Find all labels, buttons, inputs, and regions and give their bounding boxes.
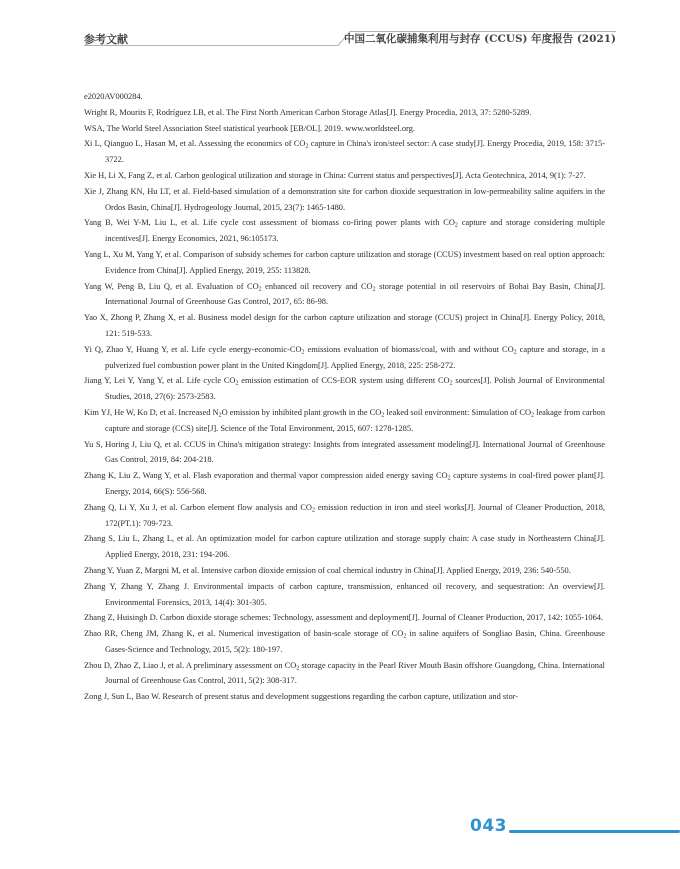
reference-entry: Zhang Q, Li Y, Xu J, et al. Carbon element flow analysis and $CO_2$ emission reduction in iron and steel works[J]. Journal of Cleaner Production, 2018, 172(PT.1): 709-723. (84, 502, 605, 528)
reference-entry: WSA, The World Steel Association Steel statistical yearbook [EB/OL]. 2019. www.worldsteel.org. (84, 123, 415, 133)
page-footer (0, 812, 680, 842)
reference-entry: Kim YJ, He W, Ko D, et al. Increased $N_2O$ emission by inhibited plant growth in the $CO_2$ leaked soil environment: Simulation of $CO_2$ leakage from carbon capture and storage (CCS) site[J]. Science of the Total Environment, 2015, 607: 1278-1285. (84, 407, 606, 433)
reference-entry: Zhang Y, Zhang Y, Zhang J. Environmental impacts of carbon capture, transmission, enhanced oil recovery, and sequestration: An overview[J]. Environmental Forensics, 2013, 14(4): 301-305. (84, 581, 605, 607)
reference-entry: Zhang S, Liu L, Zhang L, et al. An optimization model for carbon capture utilization and storage supply chain: A case study in Northeastern China[J]. Applied Energy, 2018, 231: 194-206. (84, 534, 605, 560)
reference-entry: Zhang Y, Yuan Z, Margni M, et al. Intensive carbon dioxide emission of coal chemical industry in China[J]. Applied Energy, 2019, 236: 540-550. (84, 565, 571, 575)
reference-entry: Zhou D, Zhao Z, Liao J, et al. A preliminary assessment on $CO_2$ storage capacity in the Pearl River Mouth Basin offshore Guangdong, China. International Journal of Greenhouse Gas Control, 2011, 5(2): 308-317. (84, 660, 605, 686)
reference-entry: Yao X, Zhong P, Zhang X, et al. Business model design for the carbon capture utilization and storage (CCUS) project in China[J]. Energy Policy, 2018, 121: 519-533. (84, 313, 605, 338)
section-label: 参考文献 (84, 33, 128, 46)
reference-entry: Zhang K, Liu Z, Wang Y, et al. Flash evaporation and thermal vapor compression aided energy saving $CO_2$ capture systems in coal-fired power plant[J]. Energy, 2014, 66(S): 556-568. (84, 471, 605, 496)
page-number: 043 (470, 816, 507, 836)
reference-entry: Yang L, Xu M, Yang Y, et al. Comparison of subsidy schemes for carbon capture utilization and storage (CCUS) investment based on real option approach: Evidence from China[J]. Applied Energy, 2019, 255: 113828. (84, 249, 605, 275)
reference-entry: Jiang Y, Lei Y, Yang Y, et al. Life cycle $CO_2$ emission estimation of CCS-EOR system using different $CO_2$ sources[J]. Polish Journal of Environmental Studies, 2018, 27(6): 2573-2583. (84, 376, 605, 402)
reference-entry: Zhang Z, Huisingh D. Carbon dioxide storage schemes: Technology, assessment and deployment[J]. Journal of Cleaner Production, 2017, 142: 1055-1064. (84, 613, 604, 623)
reference-entry: Wright R, Mourits F, Rodríguez LB, et al. The First North American Carbon Storage Atlas[J]. Energy Procedia, 2013, 37: 5280-5289. (84, 107, 532, 117)
reference-list (84, 89, 605, 705)
reference-entry: Xie H, Li X, Fang Z, et al. Carbon geological utilization and storage in China: Current status and perspectives[J]. Acta Geotechnica, 2014, 9(1): 7-27. (84, 170, 586, 180)
reference-entry: Yang B, Wei Y-M, Liu L, et al. Life cycle cost assessment of biomass co-firing power plants with $CO_2$ capture and storage considering multiple incentives[J]. Energy Economics, 2021, 96:105173. (84, 218, 605, 244)
reference-entry: Xie J, Zhang KN, Hu LT, et al. Field-based simulation of a demonstration site for carbon dioxide sequestration in low-permeability saline aquifers in the Ordos Basin, China[J]. Hydrogeology Journal, 2015, 23(7): 1465-1480. (84, 186, 605, 212)
report-title: 中国二氧化碳捕集利用与封存 (CCUS) 年度报告 (2021) (343, 33, 616, 45)
reference-entry: Zong J, Sun L, Bao W. Research of present status and development suggestions regarding the carbon capture, utilization and stor- (84, 692, 519, 702)
footer-rule (509, 830, 680, 833)
reference-entry: e2020AV000284. (84, 92, 143, 101)
reference-entry: Yi Q, Zhao Y, Huang Y, et al. Life cycle energy-$economic-CO_2$ emissions evaluation of biomass/coal, with and without $CO_2$ capture and storage, in a pulverized fuel combustion power plant in the United Kingdom[J]. Applied Energy, 2018, 225: 258-272. (84, 344, 605, 370)
page-header (0, 0, 680, 50)
reference-entry: Xi L, Qianguo L, Hasan M, et al. Assessing the economics of $CO_2$ capture in China's iron/steel sector: A case study[J]. Energy Procedia, 2019, 158: 3715-3722. (84, 139, 605, 165)
reference-entry: Yu S, Horing J, Liu Q, et al. CCUS in China's mitigation strategy: Insights from integrated assessment modeling[J]. International Journal of Greenhouse Gas Control, 2019, 84: 204-218. (84, 439, 605, 465)
reference-entry: Yang W, Peng B, Liu Q, et al. Evaluation of $CO_2$ enhanced oil recovery and $CO_2$ storage potential in oil reservoirs of Bohai Bay Basin, China[J]. International Journal of Greenhouse Gas Control, 2017, 65: 86-98. (84, 281, 606, 307)
reference-entry: Zhao RR, Cheng JM, Zhang K, et al. Numerical investigation of basin-scale storage of $CO_2$ in saline aquifers of Songliao Basin, China. Greenhouse Gases-Science and Technology, 2015, 5(2): 180-197. (84, 629, 605, 654)
